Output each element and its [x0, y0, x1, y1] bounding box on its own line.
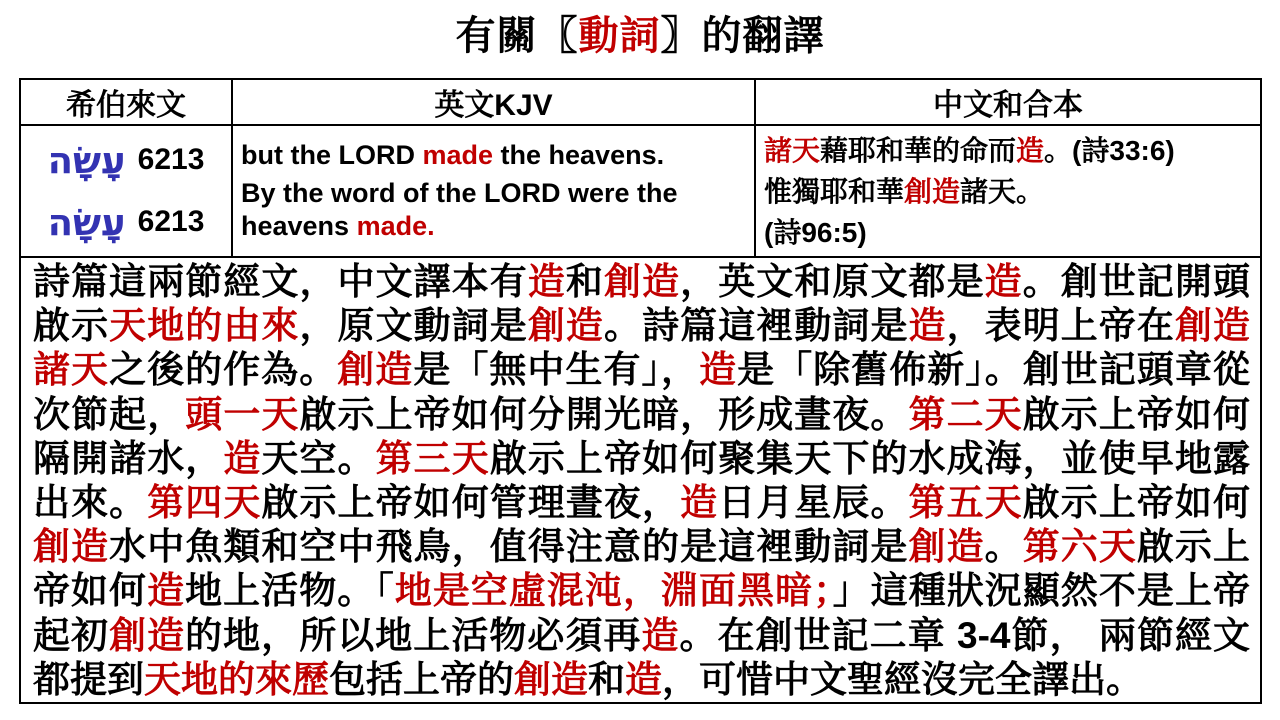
text-segment: the heavens. — [493, 140, 665, 171]
table-body-row — [20, 125, 1261, 257]
text-segment: 造 — [680, 482, 719, 524]
text-segment: 是「除舊佈新」。創世記頭章從次節起， — [33, 349, 1250, 435]
hebrew-cell — [20, 125, 232, 257]
hebrew-word: עָשָׂה — [47, 200, 126, 244]
text-segment: ，英文和原文都是 — [680, 261, 985, 302]
text-segment: 天地的由來 — [109, 305, 300, 347]
commentary-paragraph — [20, 257, 1261, 703]
text-segment: 啟示上帝如何 — [1022, 482, 1251, 524]
table-header-row — [20, 79, 1261, 125]
text-segment: 」這種狀況顯然不是上帝起初 — [33, 570, 1250, 656]
text-segment: By the word of the LORD were the heavens — [241, 178, 678, 241]
text-segment: 藉耶和華的命而 — [820, 134, 1017, 166]
text-segment: 造 — [984, 261, 1023, 302]
translation-table — [19, 78, 1262, 704]
text-segment: 。詩篇這裡動詞是 — [604, 305, 909, 347]
text-segment: 。 — [984, 526, 1023, 568]
text-segment: 造 — [699, 349, 738, 391]
header-hebrew: 希伯來文 — [20, 79, 232, 125]
chinese-verse-2 — [764, 171, 1256, 212]
text-segment: 啟示上帝如何 — [33, 526, 1251, 612]
chinese-verse-1 — [764, 130, 1256, 171]
text-segment: 第六天 — [1022, 526, 1137, 568]
hebrew-word: עָשָׂה — [47, 138, 126, 182]
text-segment: 和 — [588, 658, 625, 700]
hebrew-entry — [25, 191, 227, 253]
text-segment: but the LORD — [241, 140, 423, 171]
text-segment: 啟示上帝如何聚集天下的水成海，並使早地露出來。 — [33, 437, 1251, 524]
text-segment: 動詞 — [578, 14, 661, 58]
text-segment: 。創世記開頭啟示 — [33, 261, 1251, 347]
kjv-verse-1 — [241, 139, 748, 172]
strong-number: 6213 — [137, 205, 205, 238]
text-segment: 啟示上帝如何管理晝夜， — [261, 482, 681, 524]
commentary-row — [20, 257, 1261, 703]
text-segment: (詩96:5) — [764, 216, 867, 248]
text-segment: 第五天 — [908, 482, 1023, 524]
chinese-verse-2-reference — [764, 212, 1256, 253]
text-segment: 造 — [641, 614, 680, 656]
text-segment: 。(詩33:6) — [1044, 134, 1175, 166]
text-segment: 啟示上帝如何分開光暗，形成晝夜。 — [299, 393, 909, 435]
text-segment: 第三天 — [375, 437, 490, 479]
text-segment: 之後的作為。 — [109, 349, 338, 391]
text-segment: 的地，所以地上活物必須再 — [185, 614, 642, 656]
text-segment: ，可惜中文聖經沒完全譯出。 — [662, 658, 1143, 700]
chinese-union-cell — [755, 125, 1261, 257]
text-segment: 創造 — [337, 349, 414, 391]
text-segment: 造 — [527, 261, 566, 302]
text-segment: 地是空虛混沌，淵面黑暗； — [394, 570, 832, 612]
text-segment: 創造 — [604, 261, 681, 302]
text-segment: 造 — [908, 305, 947, 347]
header-english-kjv: 英文KJV — [232, 79, 755, 125]
slide-title — [0, 4, 1280, 61]
text-segment: 第二天 — [908, 393, 1023, 435]
text-segment: 啟示上帝如何隔開諸水， — [33, 393, 1251, 479]
text-segment: 創造 — [33, 526, 110, 568]
text-segment: 創造 — [109, 614, 186, 656]
text-segment: 有關〖 — [455, 14, 579, 58]
text-segment: 日月星辰。 — [718, 482, 909, 524]
text-segment: 造 — [625, 658, 662, 700]
text-segment: 天空。 — [261, 437, 376, 479]
text-segment: 頭一天 — [185, 393, 300, 435]
text-segment: 〗的翻譯 — [660, 14, 825, 58]
text-segment: made. — [356, 210, 435, 241]
text-segment: 水中魚類和空中飛鳥，值得注意的是這裡動詞是 — [109, 526, 909, 568]
text-segment: 和 — [565, 261, 604, 302]
text-segment: ，表明上帝在 — [946, 305, 1175, 347]
english-kjv-cell — [232, 125, 755, 257]
text-segment: 天地的來歷 — [144, 658, 329, 700]
text-segment: 創造 — [904, 175, 961, 207]
text-segment: 諸天 — [764, 134, 821, 166]
text-segment: 第四天 — [147, 482, 262, 524]
strong-number: 6213 — [137, 143, 205, 176]
text-segment: ，原文動詞是 — [299, 305, 528, 347]
text-segment: 。在創世記二章 3-4節， 兩節經文都提到 — [33, 614, 1250, 700]
text-segment: 造 — [223, 437, 262, 479]
text-segment: 造 — [147, 570, 186, 612]
hebrew-entry — [25, 129, 227, 191]
header-chinese-union-version: 中文和合本 — [755, 79, 1261, 125]
text-segment: 惟獨耶和華 — [764, 175, 905, 207]
text-segment: made — [422, 140, 494, 171]
text-segment: 創造 — [514, 658, 588, 700]
text-segment: 是「無中生有」， — [413, 349, 700, 391]
text-segment: 詩篇這兩節經文，中文譯本有 — [33, 261, 528, 302]
text-segment: 創造諸天 — [33, 305, 1251, 391]
kjv-verse-2 — [241, 177, 748, 243]
text-segment: 造 — [1016, 134, 1045, 166]
text-segment: 創造 — [908, 526, 985, 568]
text-segment: 創造 — [527, 305, 604, 347]
text-segment: 包括上帝的 — [329, 658, 514, 700]
text-segment: 地上活物。「 — [185, 570, 395, 612]
text-segment: 諸天。 — [960, 175, 1045, 207]
